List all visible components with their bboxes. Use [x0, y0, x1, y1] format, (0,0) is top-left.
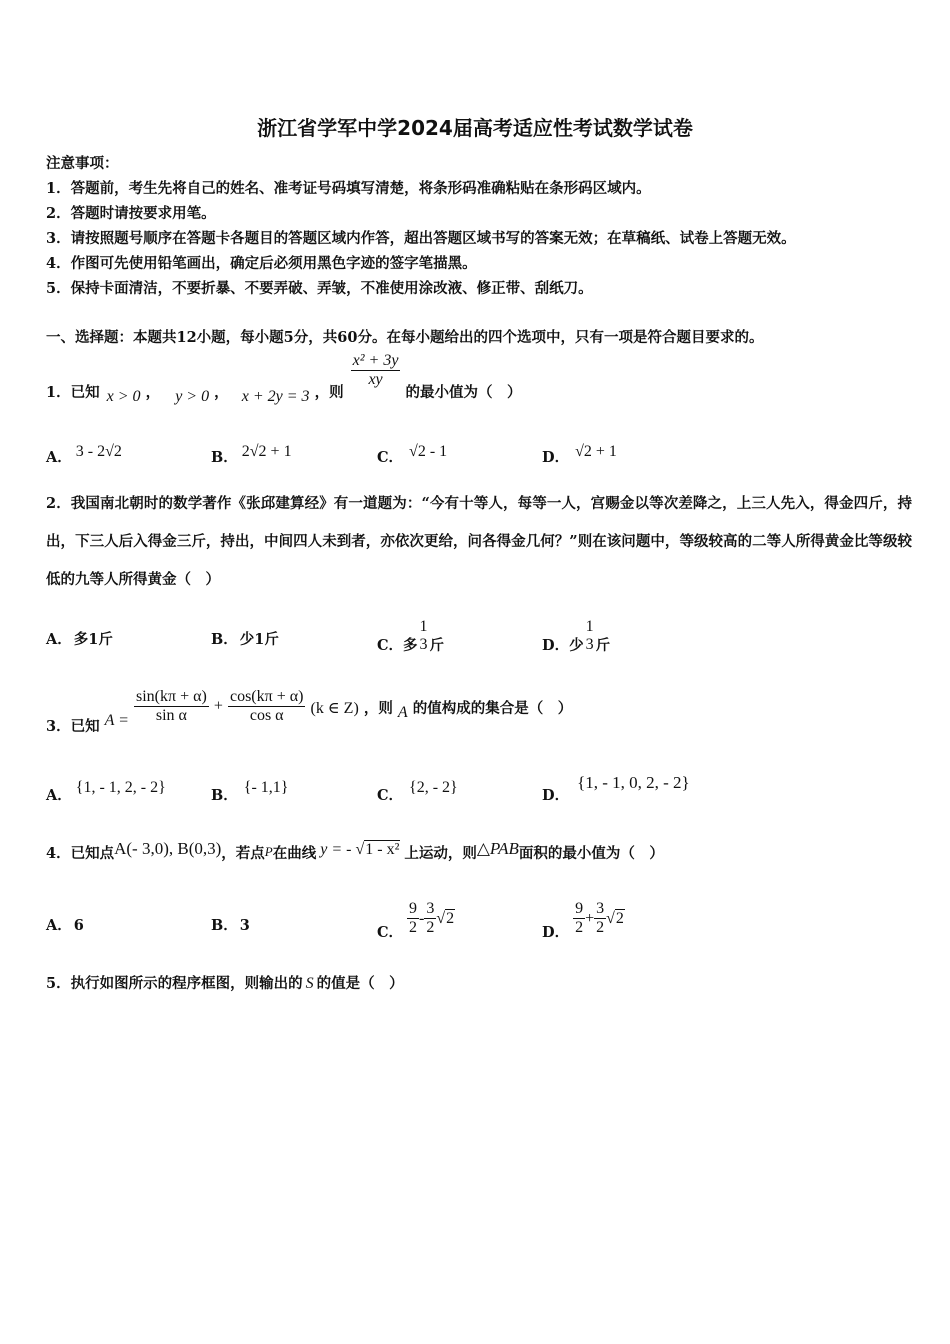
q2-option-a: A． 多1斤 [46, 631, 113, 648]
note-item-5: 5．保持卡面清洁，不要折暴、不要弄破、弄皱，不准使用涂改液、修正带、刮纸刀。 [46, 280, 593, 297]
q1-option-d: D． √2 + 1 [542, 443, 617, 466]
notes-heading: 注意事项： [46, 155, 119, 172]
q4-option-b: B． 3 [211, 917, 250, 934]
q1-suffix: 的最小值为（ ） [405, 383, 522, 401]
q1-option-a: A． 3 - 2√2 [46, 443, 122, 466]
question-5: 5．执行如图所示的程序框图，则输出的 S 的值是（ ） [46, 975, 404, 992]
q4-curve: y = - √1 - x² [320, 841, 400, 858]
q1-option-b: B． 2√2 + 1 [211, 443, 292, 466]
q3-option-c: C． {2, - 2} [377, 779, 458, 804]
q2-option-c: C．多 1 3 斤 [377, 618, 445, 654]
q4-option-a: A． 6 [46, 917, 84, 934]
question-4: 4．已知点A(- 3,0), B(0,3)，若点P在曲线 y = - √1 - x² 上运动，则△PAB面积的最小值为（ ） [46, 839, 664, 862]
q1-option-c: C． √2 - 1 [377, 443, 448, 466]
q1-cond-1: x > 0 [106, 387, 141, 405]
q1-then: ，则 [314, 383, 344, 401]
q2-option-d: D．少 1 3 斤 [542, 618, 611, 654]
note-item-3: 3．请按照题号顺序在答题卡各题目的答题区域内作答，超出答题区域书写的答案无效；在草稿纸、试卷上答题无效。 [46, 230, 796, 247]
q3-option-a: A． {1, - 1, 2, - 2} [46, 779, 166, 804]
question-2: 2．我国南北朝时的数学著作《张邱建算经》有一道题为：“今有十等人，每等一人，宫赐金以等次差降之，上三人先入，得金四斤，持出，下三人后入得金三斤，持出，中间四人未到者，亦依次更给，问各得金几何？”则在该问题中，等级较高的二等人所得黄金比等级较低的九等人所得黄金（ ） [46, 495, 912, 588]
q1-frac-den: xy [368, 371, 383, 388]
q1-cond-3: x + 2y = 3 [241, 387, 310, 405]
section-header: 一、选择题：本题共12小题，每小题5分，共60分。在每小题给出的四个选项中，只有一项是符合题目要求的。 [46, 329, 764, 346]
q3-option-b: B． {- 1,1} [211, 779, 289, 804]
question-1: 1．已知 x > 0 ， y > 0 ， x + 2y = 3 ，则 $\frac{\text{x² + 3y}}{xy}$ 的最小值为（ ） [46, 352, 522, 405]
q3-option-d: D．{1, - 1, 0, 2, - 2} [542, 773, 690, 804]
q1-fraction [351, 352, 401, 389]
note-item-1: 1．答题前，考生先将自己的姓名、准考证号码填写清楚，将条形码准确粘贴在条形码区域内。 [46, 180, 651, 197]
note-item-4: 4．作图可先使用铅笔画出，确定后必须用黑色字迹的签字笔描黑。 [46, 255, 477, 272]
page-title: 浙江省学军中学2024届高考适应性考试数学试卷 [257, 116, 693, 140]
q1-cond-2: y > 0 [175, 387, 210, 405]
question-3: 3．已知 A = $\frac{\sin(k\pi + \alpha)}{\text{sin α}}$ + $\frac{\cos(k\pi + \alpha)}{\text{cos α}}$ (k ∈ Z) ，则 A 的值构成的集合是（ ） [46, 688, 573, 735]
q3-fraction-2: $\frac{\cos(k\pi + \alpha)}{\text{cos α}}$ [229, 688, 304, 724]
q1-frac-num: x² + 3y [352, 352, 399, 369]
q3-fraction-1: $\frac{\sin(k\pi + \alpha)}{\text{sin α}}$ [136, 688, 207, 724]
note-item-2: 2．答题时请按要求用笔。 [46, 205, 216, 222]
q4-option-c: C． $\frac{9}{2}$ - $\frac{3}{2}$ √2 [377, 900, 455, 941]
q2-option-b: B． 少1斤 [211, 631, 279, 648]
q1-prefix: 1．已知 [46, 383, 100, 401]
q4-option-d: D． $\frac{9}{2}$ + $\frac{3}{2}$ √2 [542, 900, 624, 941]
